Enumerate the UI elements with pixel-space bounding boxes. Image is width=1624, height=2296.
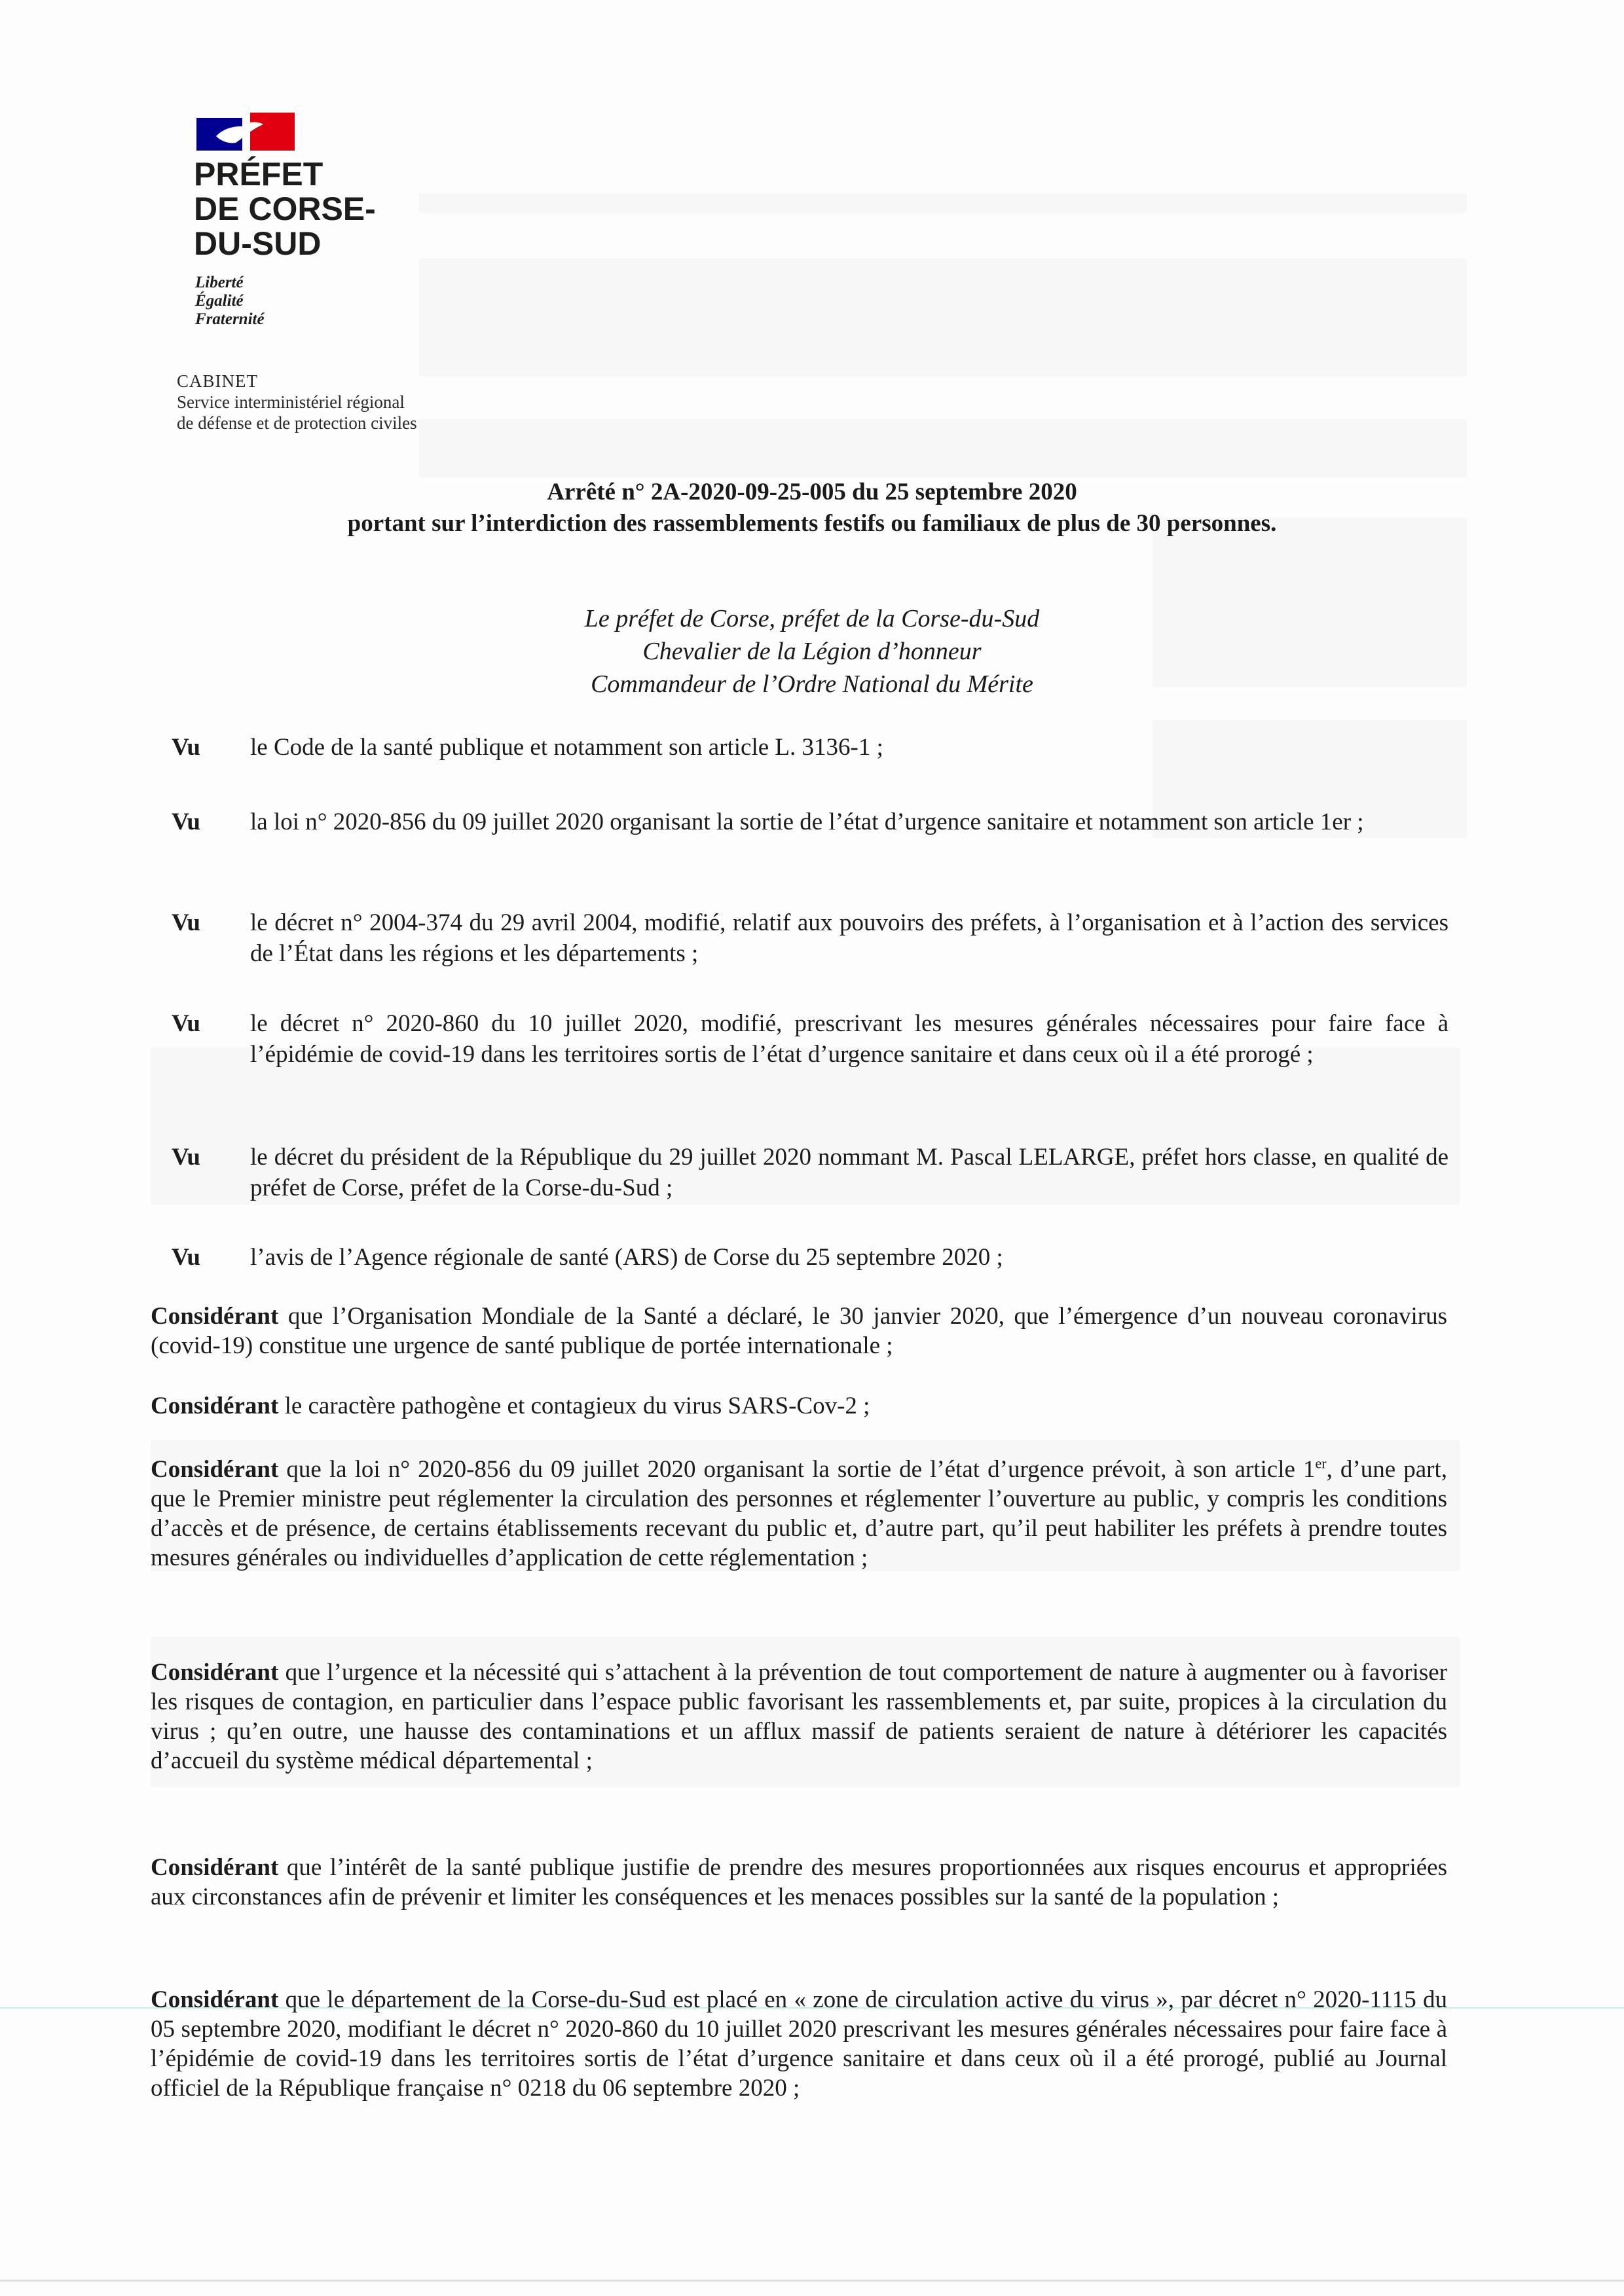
vu-text: le Code de la santé publique et notamment son article L. 3136-1 ;	[250, 734, 883, 761]
vu-label: Vu	[172, 734, 200, 761]
considerant-label: Considérant	[151, 1456, 279, 1483]
page-bottom-edge	[0, 2280, 1624, 2282]
considerant-label: Considérant	[151, 1303, 279, 1330]
considerant-label: Considérant	[151, 1854, 279, 1881]
devise-liberte: Liberté	[195, 274, 244, 291]
scan-artifact-line	[0, 2007, 1624, 2009]
bleed-through	[419, 259, 1467, 376]
prefet-line: PRÉFET	[194, 156, 323, 192]
considerant-text: le caractère pathogène et contagieux du virus SARS-Cov-2 ;	[278, 1393, 870, 1419]
vu-label: Vu	[172, 809, 200, 835]
service-line: Service interministériel régional	[177, 392, 405, 412]
considerant-label: Considérant	[151, 1659, 279, 1686]
vu-text: l’avis de l’Agence régionale de santé (ARS) de Corse du 25 septembre 2020 ;	[250, 1244, 1003, 1271]
devise	[195, 274, 265, 329]
prefet-line: DU-SUD	[194, 225, 322, 262]
considerant-item	[151, 1853, 1447, 1912]
considerant-text: que le département de la Corse-du-Sud est placé en « zone de circulation active du virus », par décret n° 2020-1115 du 05 septembre 2020, modifiant le décret n° 2020-860 du 10 juillet 2020 prescrivant les mesures générales nécessaires pour faire face à l’épidémie de covid-19 dans les territoires sortis de l’état d’urgence sanitaire et dans ceux où il a été prorogé, publié au Journal officiel de la République française n° 0218 du 06 septembre 2020 ;	[151, 1986, 1447, 2102]
bleed-through	[419, 419, 1467, 478]
cabinet-block	[177, 371, 417, 433]
vu-label: Vu	[172, 1244, 200, 1271]
service-line: de défense et de protection civiles	[177, 413, 417, 433]
considerant-item	[151, 1455, 1447, 1573]
authority-line: Le préfet de Corse, préfet de la Corse-du-Sud	[584, 605, 1040, 632]
arrete-title	[151, 477, 1473, 539]
considerant-text: que l’Organisation Mondiale de la Santé a déclaré, le 30 janvier 2020, que l’émergence d’un nouveau coronavirus (covid-19) constitue une urgence de santé publique de portée internationale ;	[151, 1303, 1447, 1359]
considerant-text: que l’intérêt de la santé publique justifie de prendre des mesures proportionnées aux risques encourus et appropriées aux circonstances afin de prévenir et limiter les conséquences et les menaces possibles sur la santé de la population ;	[151, 1854, 1447, 1910]
prefet-title	[194, 157, 376, 261]
authority-line: Chevalier de la Légion d’honneur	[642, 638, 982, 665]
vu-text: le décret n° 2004-374 du 29 avril 2004, modifié, relatif aux pouvoirs des préfets, à l’organisation et à l’action des services de l’État dans les régions et les départements ;	[250, 909, 1449, 967]
authority-line: Commandeur de l’Ordre National du Mérite	[591, 670, 1033, 698]
considerant-item	[151, 1985, 1447, 2103]
vu-label: Vu	[172, 1144, 200, 1171]
arrete-title-line2: portant sur l’interdiction des rassemblements festifs ou familiaux de plus de 30 personnes.	[347, 510, 1277, 537]
considerant-text-rest: , d’une part, que le Premier ministre peut réglementer la circulation des personnes et réglementer l’ouverture au public, y compris les conditions d’accès et de présence, de certains établissements recevant du public et, d’autre part, qu’il peut habiliter les préfets à prendre toutes mesures générales ou individuelles d’application de cette réglementation ;	[151, 1456, 1447, 1571]
authority-block	[151, 602, 1473, 701]
vu-label: Vu	[172, 1010, 200, 1037]
considerant-item	[151, 1658, 1447, 1776]
devise-fraternite: Fraternité	[195, 310, 265, 328]
devise-egalite: Égalité	[195, 292, 244, 310]
considerant-item	[151, 1302, 1447, 1360]
vu-text: le décret du président de la République du 29 juillet 2020 nommant M. Pascal LELARGE, préfet hors classe, en qualité de préfet de Corse, préfet de la Corse-du-Sud ;	[250, 1144, 1449, 1201]
vu-label: Vu	[172, 909, 200, 936]
considerant-label: Considérant	[151, 1393, 279, 1419]
vu-text: le décret n° 2020-860 du 10 juillet 2020, modifié, prescrivant les mesures générales nécessaires pour faire face à l’épidémie de covid-19 dans les territoires sortis de l’état d’urgence sanitaire et dans ceux où il a été prorogé ;	[250, 1010, 1449, 1068]
prefet-line: DE CORSE-	[194, 191, 376, 227]
marianne-logo	[196, 113, 295, 153]
considerant-label: Considérant	[151, 1986, 279, 2013]
considerant-item	[151, 1391, 1447, 1421]
superscript-er: er	[1315, 1455, 1327, 1472]
considerant-text: que l’urgence et la nécessité qui s’attachent à la prévention de tout comportement de nature à augmenter ou à favoriser les risques de contagion, en particulier dans l’espace public favorisant les rassemblements et, par suite, propices à la circulation du virus ; qu’en outre, une hausse des contaminations et un afflux massif de patients seraient de nature à détériorer les capacités d’accueil du système médical départemental ;	[151, 1659, 1447, 1774]
vu-text: la loi n° 2020-856 du 09 juillet 2020 organisant la sortie de l’état d’urgence sanitaire et notamment son article 1er ;	[250, 809, 1364, 835]
arrete-title-line1: Arrêté n° 2A-2020-09-25-005 du 25 septembre 2020	[547, 479, 1077, 505]
considerant-text: que la loi n° 2020-856 du 09 juillet 2020 organisant la sortie de l’état d’urgence prévoit, à son article 1	[278, 1456, 1316, 1483]
bleed-through	[419, 193, 1467, 213]
cabinet-title: CABINET	[177, 371, 258, 391]
